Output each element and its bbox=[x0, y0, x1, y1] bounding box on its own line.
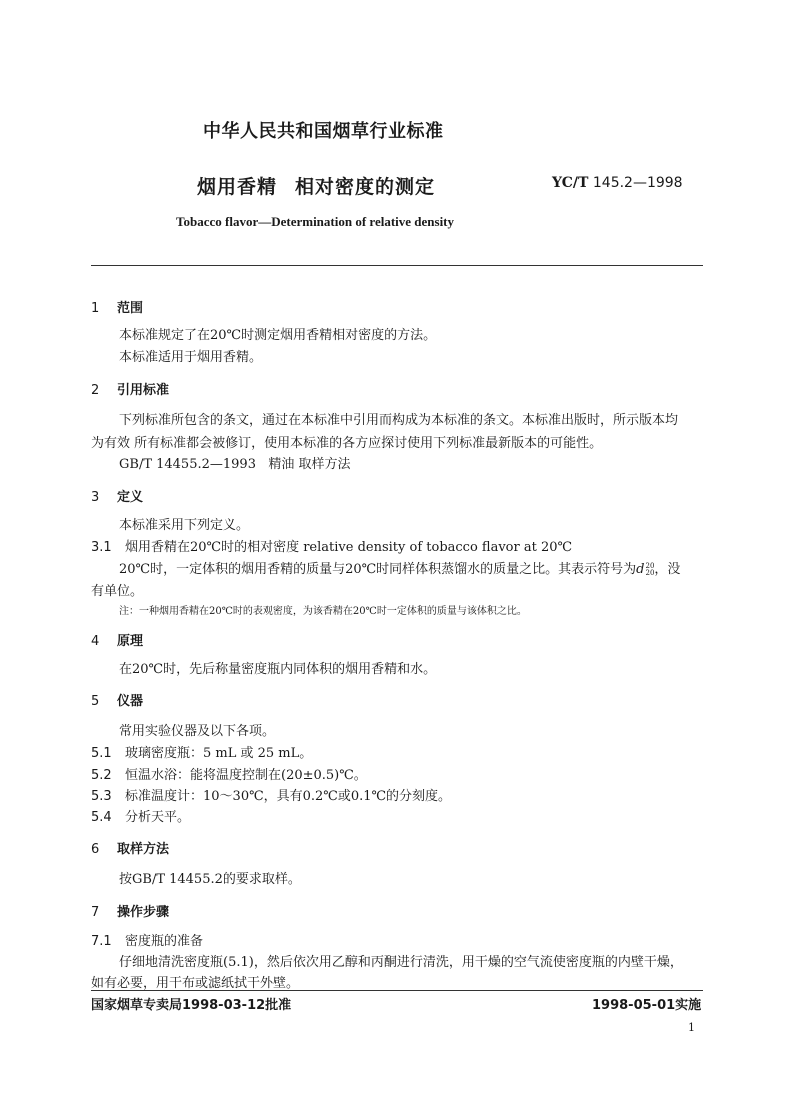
item-number: 5.4 bbox=[91, 810, 112, 825]
standard-code-prefix: YC/T bbox=[552, 175, 589, 191]
symbol-d: d bbox=[636, 562, 645, 577]
paragraph: 本标准规定了在20℃时测定烟用香精相对密度的方法。 bbox=[119, 328, 437, 343]
paragraph: 常用实验仪器及以下各项。 bbox=[119, 724, 276, 739]
section-title: 定义 bbox=[117, 490, 144, 505]
definition-text: 20℃时，一定体积的烟用香精的质量与20℃时同样体积蒸馏水的质量之比。其表示符号为 bbox=[119, 562, 637, 577]
list-item bbox=[91, 806, 190, 825]
section-2-heading bbox=[91, 379, 169, 398]
item-number: 5.2 bbox=[91, 768, 112, 783]
standard-code-number: 145.2—1998 bbox=[592, 175, 683, 191]
item-text: 恒温水浴：能将温度控制在(20±0.5)℃。 bbox=[125, 768, 367, 783]
section-title: 取样方法 bbox=[117, 842, 170, 857]
header-divider bbox=[91, 265, 703, 266]
section-title: 范围 bbox=[117, 301, 144, 316]
subclause-number: 3.1 bbox=[91, 540, 112, 555]
section-title: 仪器 bbox=[117, 694, 144, 709]
english-title: Tobacco flavor—Determination of relative density bbox=[176, 214, 455, 229]
reference-code: GB/T 14455.2—1993 bbox=[119, 457, 256, 472]
symbol-superscript: 20 bbox=[645, 561, 655, 570]
section-number: 7 bbox=[91, 905, 100, 920]
title-part-subject: 烟用香精 bbox=[197, 176, 278, 198]
section-number: 1 bbox=[91, 301, 100, 316]
standard-category-title: 中华人民共和国烟草行业标准 bbox=[203, 121, 444, 142]
title-part-method: 相对密度的测定 bbox=[295, 176, 436, 198]
page-number: 1 bbox=[688, 1021, 695, 1034]
item-text: 分析天平。 bbox=[125, 810, 191, 825]
item-number: 5.3 bbox=[91, 789, 112, 804]
section-number: 6 bbox=[91, 842, 100, 857]
definition-paragraph bbox=[119, 558, 680, 577]
paragraph-continuation: 如有必要，用干布或滤纸拭干外壁。 bbox=[91, 976, 300, 991]
footer-divider bbox=[91, 990, 703, 991]
section-title: 原理 bbox=[117, 634, 144, 649]
section-4-heading bbox=[91, 630, 143, 649]
subclause-number: 7.1 bbox=[91, 934, 112, 949]
section-3-heading bbox=[91, 486, 143, 505]
implementation-date: 1998-05-01实施 bbox=[592, 998, 702, 1013]
paragraph: 本标准采用下列定义。 bbox=[119, 518, 250, 533]
section-number: 4 bbox=[91, 634, 100, 649]
paragraph: 下列标准所包含的条文，通过在本标准中引用而构成为本标准的条文。本标准出版时，所示版本均 bbox=[119, 413, 679, 428]
list-item bbox=[91, 764, 367, 783]
item-text: 标准温度计：10～30℃，具有0.2℃或0.1℃的分刻度。 bbox=[125, 789, 452, 804]
section-number: 2 bbox=[91, 383, 100, 398]
subclause-text: 烟用香精在20℃时的相对密度 relative density of tobacco flavor at 20℃ bbox=[125, 540, 573, 555]
paragraph: 在20℃时，先后称量密度瓶内同体积的烟用香精和水。 bbox=[119, 662, 437, 677]
relative-density-symbol bbox=[636, 562, 654, 577]
paragraph: 按GB/T 14455.2的要求取样。 bbox=[119, 872, 301, 887]
subclause-text: 密度瓶的准备 bbox=[125, 934, 204, 949]
paragraph: 本标准适用于烟用香精。 bbox=[119, 350, 263, 365]
section-6-heading bbox=[91, 838, 169, 857]
reference-name: 精油 取样方法 bbox=[268, 457, 351, 472]
list-item bbox=[91, 742, 312, 761]
symbol-subscript: 20 bbox=[645, 568, 655, 577]
list-item bbox=[91, 785, 451, 804]
section-1-heading bbox=[91, 297, 143, 316]
section-number: 5 bbox=[91, 694, 100, 709]
approval-line: 国家烟草专卖局1998-03-12批准 bbox=[91, 998, 292, 1013]
subclause-3-1 bbox=[91, 536, 572, 555]
section-number: 3 bbox=[91, 490, 100, 505]
paragraph-continuation: 为有效 所有标准都会被修订，使用本标准的各方应探讨使用下列标准最新版本的可能性。 bbox=[91, 436, 603, 451]
definition-text-end: ，没 bbox=[654, 562, 681, 577]
item-text: 玻璃密度瓶：5 mL 或 25 mL。 bbox=[125, 746, 313, 761]
section-title: 操作步骤 bbox=[117, 905, 170, 920]
section-5-heading bbox=[91, 690, 143, 709]
normative-reference bbox=[119, 453, 351, 472]
document-title bbox=[197, 172, 435, 199]
section-7-heading bbox=[91, 901, 169, 920]
subclause-7-1 bbox=[91, 930, 203, 949]
section-title: 引用标准 bbox=[117, 383, 170, 398]
standard-code bbox=[552, 175, 683, 191]
paragraph: 仔细地清洗密度瓶(5.1)，然后依次用乙醇和丙酮进行清洗，用干燥的空气流使密度瓶的内壁干燥， bbox=[119, 955, 683, 970]
paragraph-continuation: 有单位。 bbox=[91, 584, 144, 599]
item-number: 5.1 bbox=[91, 746, 112, 761]
note: 注：一种烟用香精在20℃时的表观密度，为该香精在20℃时一定体积的质量与该体积之比。 bbox=[119, 606, 527, 617]
